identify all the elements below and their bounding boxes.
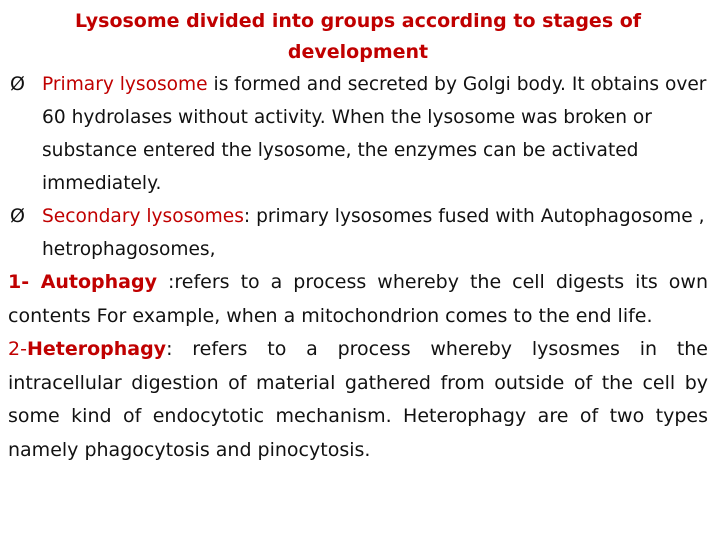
term-heterophagy: Heterophagy [26,338,167,360]
bullet-text: : primary lysosomes fused with Autophagosome , hetrophagosomes, [42,206,705,260]
arrow-bullet-icon: Ø [10,73,25,95]
paragraph-number: 1- [8,271,41,293]
paragraph-number: 2- [8,338,27,360]
paragraph-text: : refers to a process whereby lysosmes in the intracellular digestion of material gathered from outside of the cell by some kind of endocytotic mechanism. Heterophagy are of two types namely phagocytosis and pinocytosis. [8,338,708,461]
bullet-text: is formed and secreted by Golgi body. It obtains over 60 hydrolases without activity. When the lysosome was broken or substance entered the lysosome, the enzymes can be activated immediately. [42,74,707,194]
slide-title: Lysosome divided into groups according to stages of development [74,10,642,63]
term-primary-lysosome: Primary lysosome [42,74,208,95]
arrow-bullet-icon: Ø [10,205,25,227]
bullet-secondary-lysosomes [8,200,708,266]
term-autophagy: Autophagy [40,271,157,293]
paragraph-autophagy [8,266,708,333]
bullet-primary-lysosome [8,68,708,200]
term-secondary-lysosomes: Secondary lysosomes [42,206,244,227]
paragraph-heterophagy [8,333,708,467]
paragraph-text: :refers to a process whereby the cell digests its own contents For example, when a mitochondrion comes to the end life. [8,271,708,327]
